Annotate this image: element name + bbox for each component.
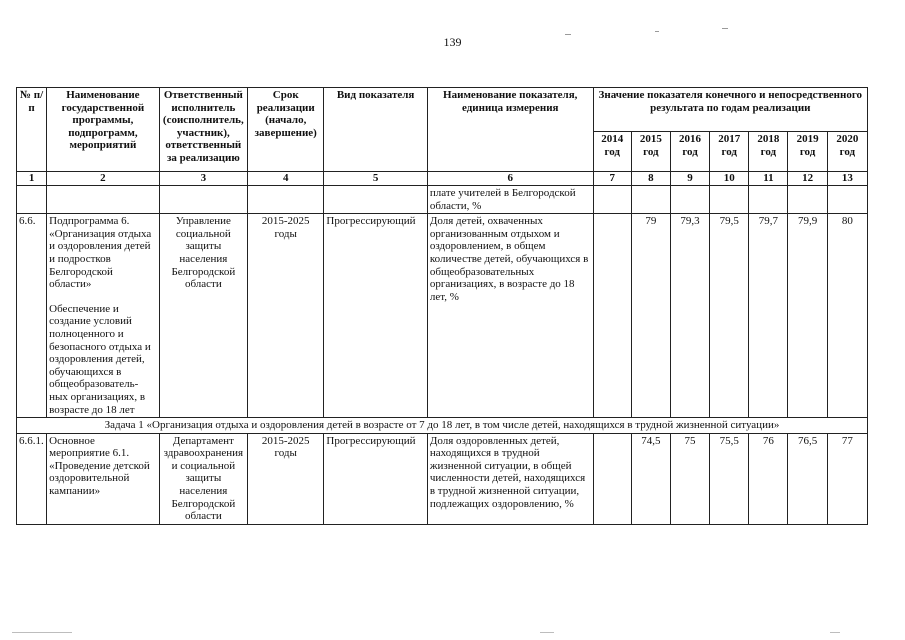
column-number: 5: [324, 172, 427, 186]
header-row: [17, 88, 868, 132]
row-indicator-type: Прогрессирующий: [324, 433, 427, 524]
header-responsible: Ответственный исполнитель (соисполнитель, участник), ответственный за реализацию: [159, 88, 247, 172]
header-year: 2014 год: [593, 132, 631, 172]
row-value: [593, 214, 631, 418]
column-number: 4: [248, 172, 324, 186]
header-year: 2020 год: [827, 132, 867, 172]
task-text: Задача 1 «Организация отдыха и оздоровления детей в возрасте от 7 до 18 лет, в том числе детей, находящихся в трудной жизненной ситуации»: [17, 418, 868, 434]
row-value: 76: [749, 433, 788, 524]
subprogram-purpose: Обеспечение и создание условий полноценного и безопасного отдыха и оздоровления детей, обучающихся в общеобразователь-ных организациях, в возрасте до 18 лет: [49, 302, 151, 416]
table-row: [17, 214, 868, 418]
header-num: № п/п: [17, 88, 47, 172]
header-indicator-name: Наименование показателя, единица измерения: [427, 88, 593, 172]
scan-mark: [540, 632, 554, 633]
header-term: Срок реализации (начало, завершение): [248, 88, 324, 172]
column-number: 3: [159, 172, 247, 186]
row-value: [593, 433, 631, 524]
column-numbers-row: [17, 172, 868, 186]
page-number: 139: [443, 35, 462, 49]
row-term: 2015-2025 годы: [248, 433, 324, 524]
continuation-indicator: плате учителей в Белгородской области, %: [427, 186, 593, 214]
column-number: 1: [17, 172, 47, 186]
row-value: 80: [827, 214, 867, 418]
scan-mark: [722, 28, 728, 29]
row-indicator: Доля детей, охваченных организованным отдыхом и оздоровлением, в общем количестве детей, обучающихся в общеобразовательных организациях, в возрасте до 18 лет, %: [427, 214, 593, 418]
header-year: 2017 год: [710, 132, 749, 172]
column-number: 7: [593, 172, 631, 186]
row-indicator: Доля оздоровленных детей, находящихся в трудной жизненной ситуации, в общей численности детей, находящихся в трудной жизненной ситуации, подлежащих оздоровлению, %: [427, 433, 593, 524]
scan-mark: [12, 632, 72, 633]
column-number: 13: [827, 172, 867, 186]
column-number: 8: [631, 172, 670, 186]
scan-mark: [565, 34, 571, 35]
header-year: 2019 год: [788, 132, 827, 172]
row-value: 79,3: [670, 214, 709, 418]
header-year: 2016 год: [670, 132, 709, 172]
task-row: [17, 418, 868, 434]
scan-mark: [830, 632, 840, 633]
row-num: 6.6.: [17, 214, 47, 418]
row-value: 79,9: [788, 214, 827, 418]
row-value: 76,5: [788, 433, 827, 524]
header-year: 2018 год: [749, 132, 788, 172]
row-value: 74,5: [631, 433, 670, 524]
row-term: 2015-2025 годы: [248, 214, 324, 418]
header-indicator-type: Вид показателя: [324, 88, 427, 172]
column-number: 9: [670, 172, 709, 186]
row-indicator-type: Прогрессирующий: [324, 214, 427, 418]
table-row: [17, 433, 868, 524]
row-responsible: Департамент здравоохранения и социальной защиты населения Белгородской области: [159, 433, 247, 524]
row-value: 75,5: [710, 433, 749, 524]
row-value: 75: [670, 433, 709, 524]
row-num: 6.6.1.: [17, 433, 47, 524]
scan-mark: [655, 31, 659, 32]
column-number: 6: [427, 172, 593, 186]
header-values-group: Значение показателя конечного и непосредственного результата по годам реализации: [593, 88, 867, 132]
continuation-row: [17, 186, 868, 214]
row-value: 79,7: [749, 214, 788, 418]
header-year: 2015 год: [631, 132, 670, 172]
row-responsible: Управление социальной защиты населения Белгородской области: [159, 214, 247, 418]
row-value: 79: [631, 214, 670, 418]
row-name: Основное мероприятие 6.1. «Проведение детской оздоровительной кампании»: [47, 433, 160, 524]
indicators-table: [16, 87, 868, 525]
subprogram-name: Подпрограмма 6. «Организация отдыха и оздоровления детей и подростков Белгородской области»: [49, 215, 152, 291]
header-name: Наименование государственной программы, подпрограмм, мероприятий: [47, 88, 160, 172]
row-name: [47, 214, 160, 418]
column-number: 11: [749, 172, 788, 186]
column-number: 2: [47, 172, 160, 186]
column-number: 12: [788, 172, 827, 186]
column-number: 10: [710, 172, 749, 186]
row-value: 79,5: [710, 214, 749, 418]
row-value: 77: [827, 433, 867, 524]
